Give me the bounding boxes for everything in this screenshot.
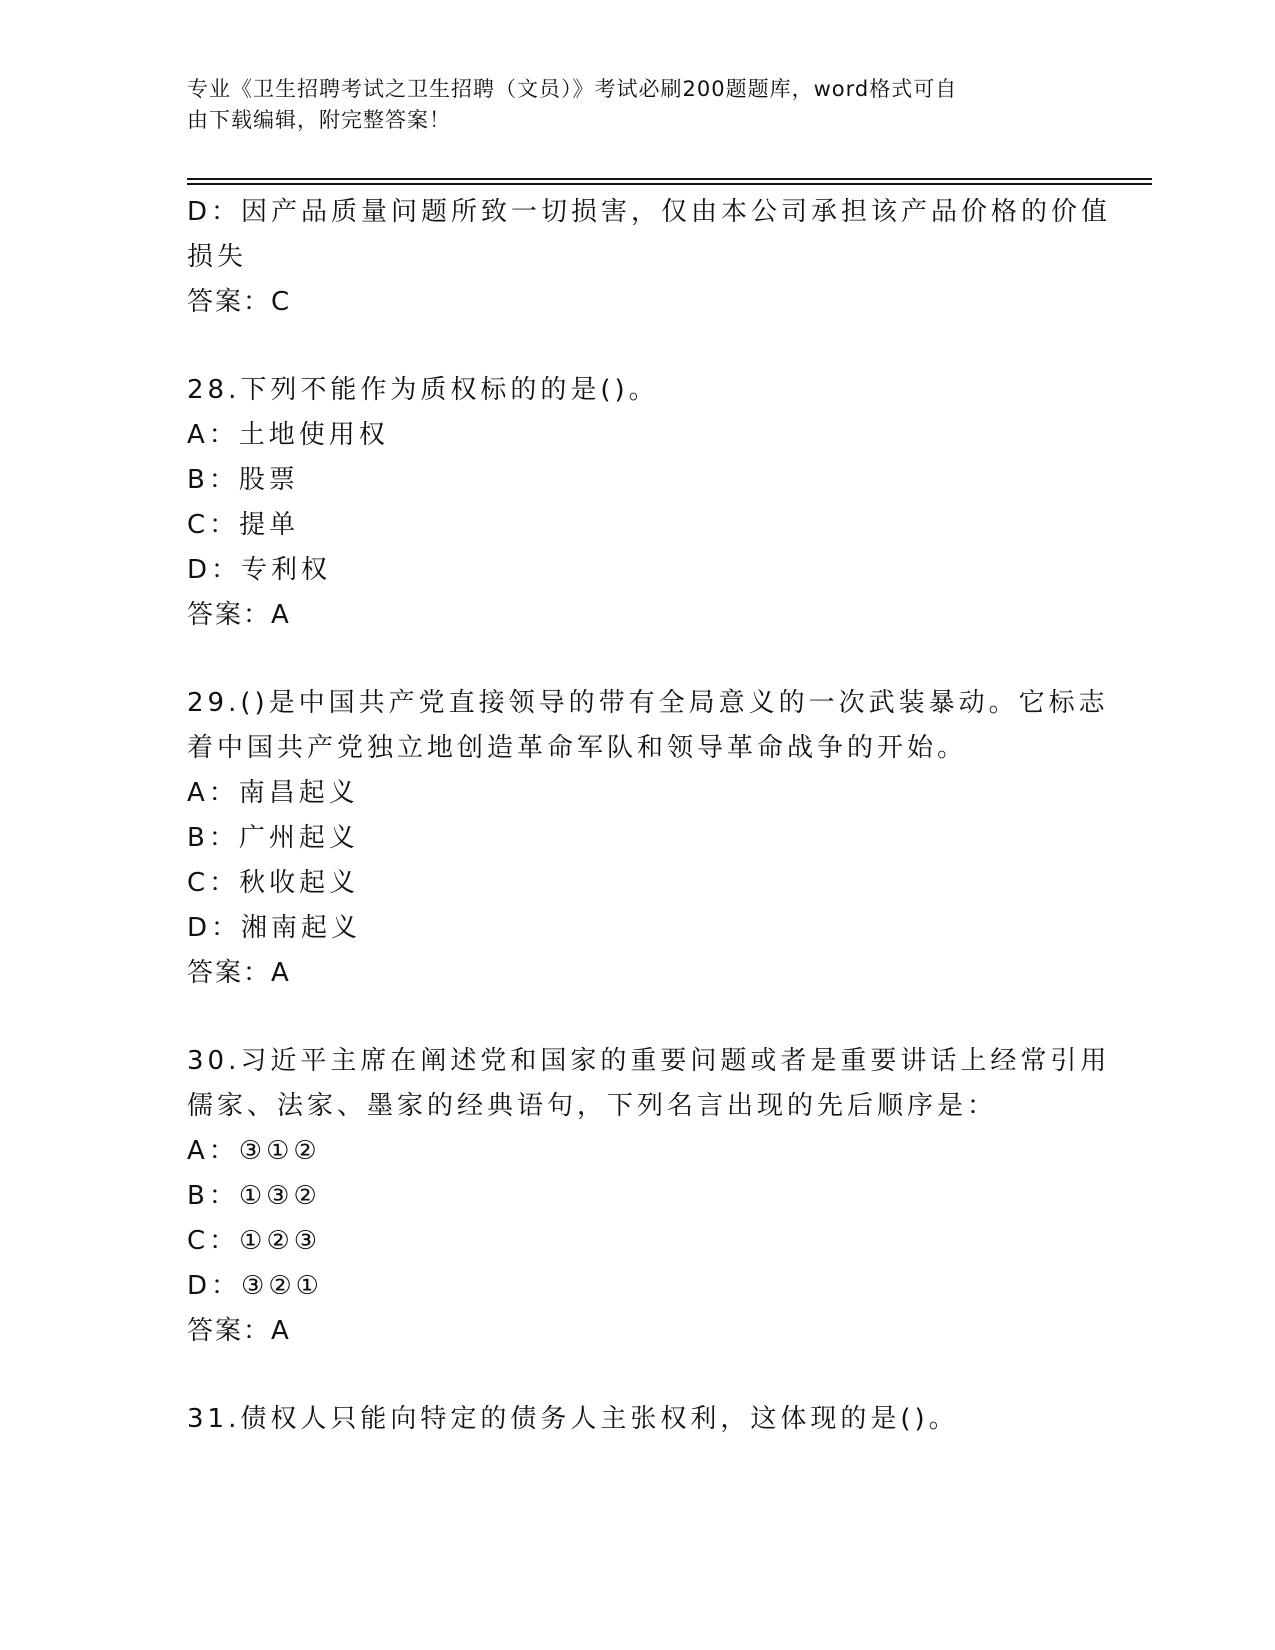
option-a: A：③①②	[187, 1136, 321, 1166]
option-b: B：①③②	[187, 1181, 321, 1211]
question-text: 28.下列不能作为质权标的的是()。	[187, 375, 659, 405]
header-rule-bottom	[187, 183, 1152, 185]
option-d: D：专利权	[187, 555, 332, 585]
option-d: D：③②①	[187, 1271, 323, 1301]
answer: 答案：A	[187, 1316, 291, 1346]
answer: 答案：A	[187, 958, 291, 988]
option-d: D：湘南起义	[187, 913, 362, 943]
option-b: B：广州起义	[187, 823, 359, 853]
document-header	[187, 74, 1067, 136]
question-29	[187, 681, 1109, 996]
option-d: D：因产品质量问题所致一切损害，仅由本公司承担该产品价格的价值	[187, 197, 1112, 227]
question-text: 30.习近平主席在阐述党和国家的重要问题或者是重要讲话上经常引用	[187, 1046, 1111, 1076]
option-b: B：股票	[187, 465, 299, 495]
spacer	[187, 1354, 1087, 1397]
option-c: C：①②③	[187, 1226, 322, 1256]
question-text-continued: 着中国共产党独立地创造革命军队和领导革命战争的开始。	[187, 733, 968, 763]
question-text: 31.债权人只能向特定的债务人主张权利，这体现的是()。	[187, 1404, 959, 1434]
question-27-tail	[187, 190, 1112, 325]
question-text: 29.()是中国共产党直接领导的带有全局意义的一次武装暴动。它标志	[187, 688, 1109, 718]
spacer	[187, 325, 1087, 368]
option-a: A：土地使用权	[187, 420, 389, 450]
option-c: C：秋收起义	[187, 868, 360, 898]
header-rule-top	[187, 178, 1152, 180]
document-body	[187, 190, 1112, 1442]
question-text-continued: 儒家、法家、墨家的经典语句，下列名言出现的先后顺序是：	[187, 1091, 998, 1121]
question-28	[187, 368, 1087, 638]
question-30	[187, 1039, 1111, 1354]
answer: 答案：C	[187, 287, 292, 317]
spacer	[187, 996, 1087, 1039]
option-d-continued: 损失	[187, 242, 248, 272]
option-c: C：提单	[187, 510, 300, 540]
question-31	[187, 1397, 1087, 1442]
header-line-2: 由下载编辑，附完整答案！	[187, 108, 451, 132]
answer: 答案：A	[187, 600, 291, 630]
spacer	[187, 638, 1087, 681]
header-line-1: 专业《卫生招聘考试之卫生招聘（文员）》考试必刷200题题库，word格式可自	[187, 77, 958, 101]
option-a: A：南昌起义	[187, 778, 359, 808]
